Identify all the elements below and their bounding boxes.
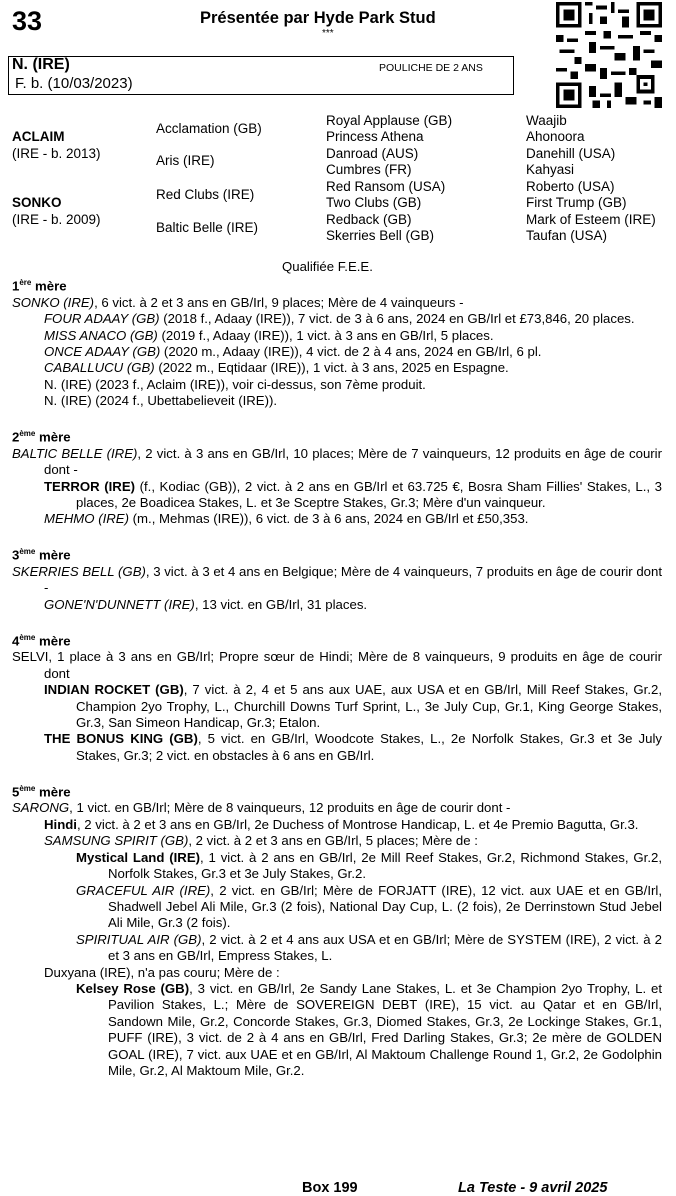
grand-produce-entry: GRACEFUL AIR (IRE), 2 vict. en GB/Irl; Mère de FORJATT (IRE), 12 vict. aux UAE et en GB/Irl, Shadwell Jebel Ali Mile, Gr.3 (2 fois), National Day Cup, L. (2 fois), 2e Derrinstown Stud Jebel Ali Mile, Gr.3 (2 fois). [76, 882, 662, 931]
family-text [12, 275, 662, 1079]
gen4-8: Taufan (USA) [526, 228, 608, 243]
dam-entry: SARONG, 1 vict. en GB/Irl; Mère de 8 vainqueurs, 12 produits en âge de courir dont - [12, 800, 511, 816]
horse-sex-dob: F. b. (10/03/2023) [15, 75, 133, 92]
section-3 [12, 544, 662, 613]
horse-id-box [8, 56, 514, 95]
section-5 [12, 781, 662, 1080]
section-title: 5ème mère [12, 783, 71, 800]
grand-produce-entry: Kelsey Rose (GB), 3 vict. en GB/Irl, 2e Sandy Lane Stakes, L. et 3e Champion 2yo Trophy, L. et Pavilion Stakes, L.; Mère de SOVEREIGN DEBT (IRE), 15 vict. au Qatar et en GB/Irl, Sandown Mile, Gr.2, Concorde Stakes, Gr.3, Diomed Stakes, Gr.3, 2e Lockinge Stakes, Gr.1, PUFF (IRE), 3 vict. de 2 à 4 ans en GB/Irl, Fred Darling Stakes, Gr.3; 2e mère de GOLDEN GOAL (IRE), 7 vict. aux UAE et en GB/Irl, Al Maktoum Challenge Round 1, Gr.2, 2e Godolphin Mile, Gr.2, Al Maktoum Mile, Gr.2. [76, 980, 662, 1078]
produce-entry: ONCE ADAAY (GB) (2020 m., Adaay (IRE)), 4 vict. de 2 à 4 ans, 2024 en GB/Irl, 6 pl. [44, 344, 542, 360]
produce-entry: GONE'N'DUNNETT (IRE), 13 vict. en GB/Irl, 31 places. [44, 596, 368, 612]
gen3-6: Two Clubs (GB) [326, 195, 422, 210]
gen4-7: Mark of Esteem (IRE) [526, 212, 656, 227]
produce-entry: Hindi, 2 vict. à 2 et 3 ans en GB/Irl, 2e Duchess of Montrose Handicap, L. et 4e Premio Bagutta, Gr.3. [44, 816, 639, 832]
produce-entry: THE BONUS KING (GB), 5 vict. en GB/Irl, Woodcote Stakes, L., 2e Norfolk Stakes, Gr.3 et 3e July Stakes, Gr.3; 2 vict. en obstacles à 6 ans en GB/Irl. [44, 731, 662, 763]
produce-entry: N. (IRE) (2023 f., Aclaim (IRE)), voir ci-dessus, son 7ème produit. [44, 376, 426, 392]
grand-produce-entry: Mystical Land (IRE), 1 vict. à 2 ans en GB/Irl, 2e Mill Reef Stakes, Gr.2, Richmond Stakes, Gr.2, Norfolk Stakes, Gr.3 et 3e July Stakes, Gr.2. [76, 849, 662, 882]
gen3-1: Royal Applause (GB) [326, 113, 453, 128]
lot-number: 33 [12, 6, 43, 36]
gen3-4: Cumbres (FR) [326, 162, 412, 177]
gen2-2: Aris (IRE) [156, 153, 215, 168]
dam-entry: SKERRIES BELL (GB), 3 vict. à 3 et 4 ans en Belgique; Mère de 4 vainqueurs, 7 produits en âge de courir dont - [12, 564, 662, 596]
qr-code-icon[interactable] [554, 2, 664, 108]
produce-entry: SAMSUNG SPIRIT (GB), 2 vict. à 2 et 3 ans en GB/Irl, 5 places; Mère de : [44, 833, 478, 849]
section-4 [12, 630, 662, 765]
gen3-2: Princess Athena [326, 129, 424, 144]
section-title: 4ème mère [12, 632, 71, 649]
gen3-3: Danroad (AUS) [326, 146, 419, 161]
gen4-3: Danehill (USA) [526, 146, 616, 161]
dam-entry: SONKO (IRE), 6 vict. à 2 et 3 ans en GB/Irl, 9 places; Mère de 4 vainqueurs - [12, 294, 464, 310]
gen4-2: Ahonoora [526, 129, 585, 144]
section-1 [12, 275, 662, 410]
section-title: 3ème mère [12, 547, 71, 563]
grand-produce-entry: SPIRITUAL AIR (GB), 2 vict. à 2 et 4 ans aux USA et en GB/Irl; Mère de SYSTEM (IRE), 2 vict. à 2 et 3 ans en GB/Irl, Empress Stakes, L. [76, 931, 662, 964]
dam-entry: BALTIC BELLE (IRE), 2 vict. à 3 ans en GB/Irl, 10 places; Mère de 7 vainqueurs, 12 produits en âge de courir dont - [12, 445, 663, 478]
section-title: 2ème mère [12, 429, 71, 445]
sire-name: ACLAIM [12, 129, 65, 144]
dam-info: (IRE - b. 2009) [12, 212, 101, 227]
horse-name: N. (IRE) [12, 56, 70, 73]
gen2-1: Acclamation (GB) [156, 121, 262, 136]
qualification: Qualifiée F.E.E. [282, 259, 373, 274]
gen2-4: Baltic Belle (IRE) [156, 220, 259, 235]
section-2 [12, 426, 662, 528]
produce-entry: FOUR ADAAY (GB) (2018 f., Adaay (IRE)), 7 vict. de 3 à 6 ans, 2024 en GB/Irl et £73,846, 20 places. [44, 311, 635, 327]
stars: *** [322, 28, 334, 39]
gen4-5: Roberto (USA) [526, 179, 615, 194]
gen3-7: Redback (GB) [326, 212, 412, 227]
produce-entry: TERROR (IRE) (f., Kodiac (GB)), 2 vict. à 2 ans en GB/Irl et 63.725 €, Bosra Sham Fillies' Stakes, L., 3 places, 2e Boadicea Stakes, L. et 3e Sceptre Stakes, Gr.3; Mère d'un vainqueur. [44, 478, 662, 511]
produce-entry: CABALLUCU (GB) (2022 m., Eqtidaar (IRE)), 1 vict. à 3 ans, 2025 en Espagne. [44, 360, 509, 376]
produce-entry: MEHMO (IRE) (m., Mehmas (IRE)), 6 vict. de 3 à 6 ans, 2024 en GB/Irl et £50,353. [44, 511, 529, 527]
dam-entry: SELVI, 1 place à 3 ans en GB/Irl; Propre sœur de Hindi; Mère de 8 vainqueurs, 9 produits en âge de courir dont [12, 649, 662, 681]
produce-entry: MISS ANACO (GB) (2019 f., Adaay (IRE)), 1 vict. à 3 ans en GB/Irl, 5 places. [44, 327, 494, 343]
presented-by: Présentée par Hyde Park Stud [200, 9, 436, 27]
sire-info: (IRE - b. 2013) [12, 146, 101, 161]
produce-entry: Duxyana (IRE), n'a pas couru; Mère de : [44, 964, 280, 980]
gen4-6: First Trump (GB) [526, 195, 627, 210]
gen2-3: Red Clubs (IRE) [156, 187, 255, 202]
gen3-8: Skerries Bell (GB) [326, 228, 435, 243]
gen3-5: Red Ransom (USA) [326, 179, 446, 194]
box-number: Box 199 [302, 1180, 358, 1196]
section-title: 1ère mère [12, 278, 67, 294]
produce-entry: INDIAN ROCKET (GB), 7 vict. à 2, 4 et 5 ans aux UAE, aux USA et en GB/Irl, Mill Reef Stakes, Gr.2, Champion 2yo Trophy, L., Churchill Downs Turf Sprint, L., 3e July Cup, Gr.1, King George Stakes, Gr.3, San Simeon Handicap, Gr.3; Etalon. [44, 682, 662, 731]
gen4-4: Kahyasi [526, 162, 575, 177]
gen4-1: Waajib [526, 113, 567, 128]
horse-type: POULICHE DE 2 ANS [379, 62, 483, 74]
produce-entry: N. (IRE) (2024 f., Ubettabelieveit (IRE)). [44, 393, 278, 409]
sale-info: La Teste - 9 avril 2025 [458, 1180, 608, 1196]
dam-name: SONKO [12, 195, 62, 210]
